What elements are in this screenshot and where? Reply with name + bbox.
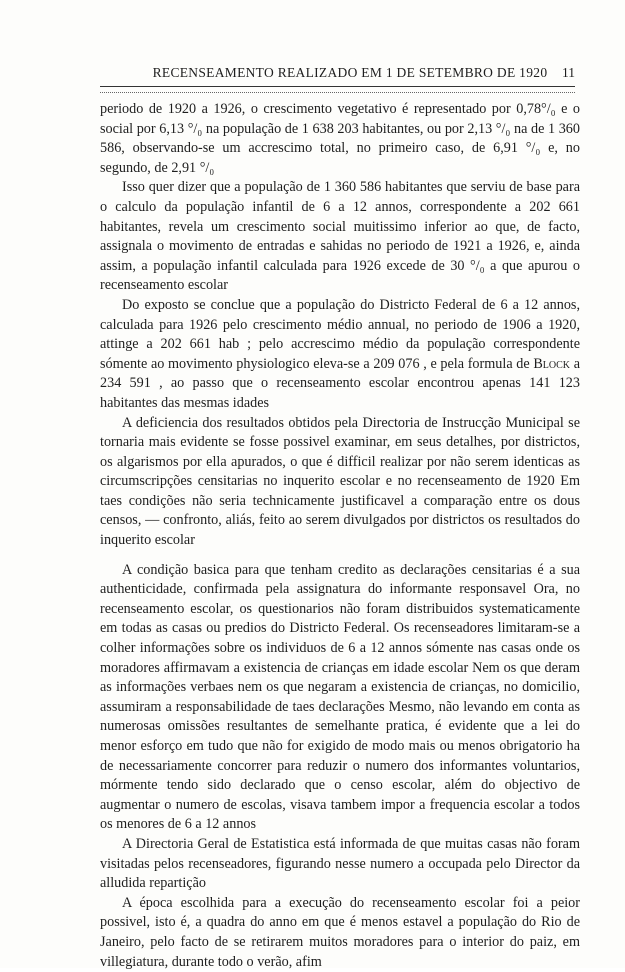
paragraph-3-text-before: Do exposto se conclue que a população do Districto Federal de 6 a 12 annos, calculada para 1926 pelo crescimento médio annual, no periodo de 1906 a 1920, attinge a 202 661 hab ; pelo accrescimo médio da população correspondente sómente ao movimento physiologico eleva-se a 209 076 , e pela formula de xyxy=(100,296,580,372)
paragraph-6: A Directoria Geral de Estatistica está informada de que muitas casas não foram visitadas pelos recenseadores, figurando nesse numero a occupada pelo Director da alludida repartição xyxy=(100,835,580,892)
paragraph-4: A deficiencia dos resultados obtidos pela Directoria de Instrucção Municipal se tornaria mais evidente se fosse possivel examinar, em seus detalhes, por districtos, os algarismos por ella apurados, o que é difficil realizar por não serem identicas as circumscripções censitarias no inquerito escolar e no recenseamento de 1920 Em taes condições não seria technicamente justificavel a comparação entre os dous censos, — confronto, aliás, feito ao serem divulgados por districtos os resultados do inquerito escolar xyxy=(100,414,580,549)
header-rule xyxy=(100,86,575,93)
page-number: 11 xyxy=(562,65,575,80)
body-text xyxy=(100,100,580,972)
paragraph-5: A condição basica para que tenham credito as declarações censitarias é a sua authenticidade, confirmada pela assignatura do informante responsavel Ora, no recenseamento escolar, os questionarios não foram distribuidos systematicamente em todas as casas ou predios do Districto Federal. Os recenseadores limitaram-se a colher informações sobre os individuos de 6 a 12 annos sómente nas casas onde os moradores affirmavam a existencia de crianças em idade escolar Nem os que deram as informações verbaes nem os que negaram a existencia de crianças, no domicilio, assumiram a responsabilidade de taes declarações Mesmo, não levando em conta as numerosas omissões resultantes de semelhante pratica, é evidente que a lei do menor esforço em tudo que não for exigido de modo mais ou menos obrigatorio ha de necessariamente concorrer para reduzir o numero dos informantes voluntarios, mórmente tendo sido declarado que o censo escolar, além do objectivo de augmentar o numero de escolas, visava tambem impor a frequencia escolar a todos os menores de 6 a 12 annos xyxy=(100,561,580,833)
paragraph-3-text-after: a 234 591 , ao passo que o recenseamento escolar encontrou apenas 141 123 habitantes das mesmas idades xyxy=(100,355,580,411)
paragraph-3 xyxy=(100,296,580,414)
paragraph-1: periodo de 1920 a 1926, o crescimento vegetativo é representado por 0,78°/₀ e o social por 6,13 °/₀ na população de 1 638 203 habitantes, ou por 2,13 °/₀ na de 1 360 586, observando-se um accrescimo total, no primeiro caso, de 6,91 °/₀ e, no segundo, de 2,91 °/₀ xyxy=(100,101,580,176)
running-head: RECENSEAMENTO REALIZADO EM 1 DE SETEMBRO DE 1920 xyxy=(152,65,548,80)
paragraph-2: Isso quer dizer que a população de 1 360 586 habitantes que serviu de base para o calculo da população infantil de 6 a 12 annos, correspondente a 202 661 habitantes, revela um crescimento social muitissimo inferior ao que, de facto, assignala o movimento de entradas e sahidas no periodo de 1921 a 1926, e, ainda assim, a população infantil calculada para 1926 excede de 30 °/₀ a que apurou o recenseamento escolar xyxy=(100,179,580,294)
page-header xyxy=(100,65,575,85)
paragraph-7: A época escolhida para a execução do recenseamento escolar foi a peior possivel, isto é, a quadra do anno em que é menos estavel a população do Rio de Janeiro, pelo facto de se retirarem muitos moradores para o interior do paiz, em villegiatura, durante todo o verão, afim xyxy=(100,894,580,970)
author-name-small-caps: Block xyxy=(533,355,571,372)
